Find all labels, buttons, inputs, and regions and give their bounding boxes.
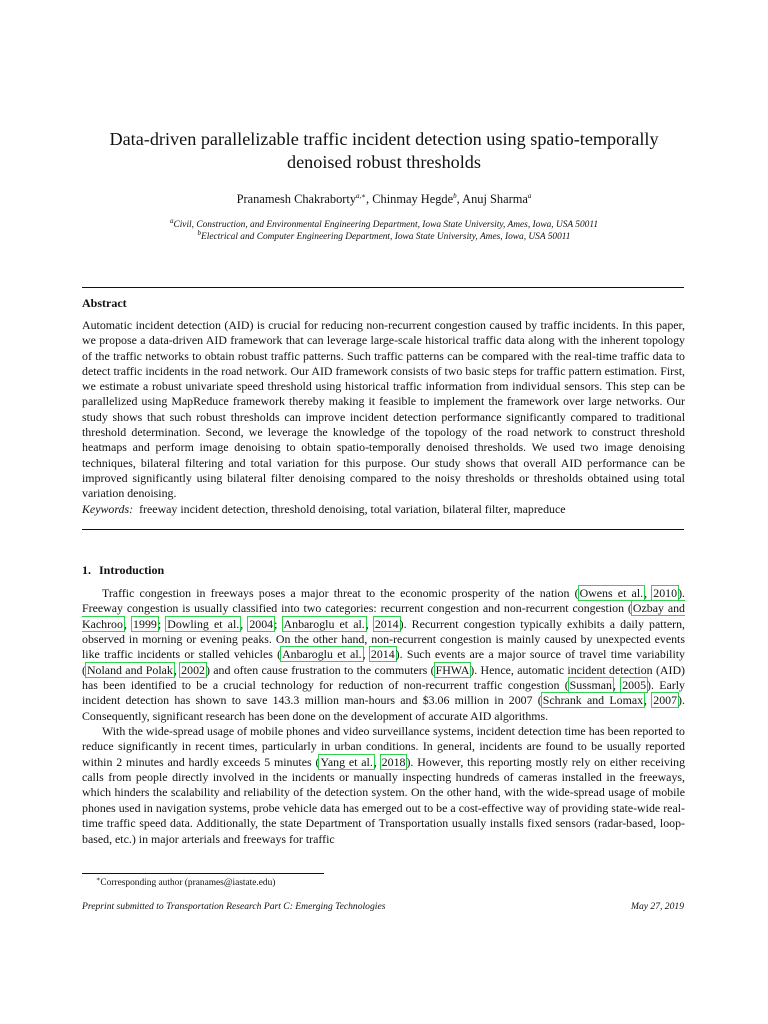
paragraph-text: ; — [274, 616, 283, 631]
footer-date: May 27, 2019 — [630, 901, 684, 912]
section-number: 1. — [82, 563, 91, 577]
footnote-mark: ∗ — [96, 875, 101, 883]
intro-paragraph — [82, 724, 685, 847]
paragraph-text: ) and often cause frustration to the commuters ( — [205, 662, 435, 677]
abstract-heading: Abstract — [82, 296, 127, 310]
author-list — [82, 191, 686, 207]
citation-link[interactable]: Dowling et al. — [167, 616, 240, 631]
paragraph-text: ). Freeway congestion is usually classified into two categories: recurrent congestion and non-recurrent congestion ( — [82, 586, 685, 616]
paragraph-text: , — [173, 662, 181, 677]
citation-link[interactable]: 2014 — [374, 616, 399, 631]
affiliation: $^b$Electrical and Computer Engineering Department, Iowa State University, Ames, Iowa, USA 50011 — [197, 228, 571, 242]
affiliations — [82, 216, 686, 243]
citation-link[interactable]: 1999 — [133, 616, 157, 631]
intro-paragraph — [82, 586, 685, 724]
paragraph-text: ). Recurrent congestion typically exhibits a daily pattern, observed in morning or evening peaks. On the other hand, non-recurrent congestion is mainly caused by unexpected events like traffic incidents or stalled vehicles ( — [82, 616, 686, 662]
paragraph-text: , — [644, 586, 653, 600]
citation-link[interactable]: 2014 — [370, 647, 395, 662]
citation-link[interactable]: Owens et al. — [579, 586, 644, 600]
paragraph-text: , — [123, 616, 133, 631]
citation-link[interactable]: Noland and Polak — [86, 662, 173, 677]
citation-link[interactable]: Sussman — [569, 678, 612, 693]
title-line-2: denoised robust thresholds — [287, 152, 481, 172]
paragraph-text: ; — [157, 616, 167, 631]
keywords — [82, 502, 685, 517]
paragraph-text: , — [373, 754, 381, 769]
keywords-label: Keywords: — [82, 502, 134, 516]
citation-link[interactable]: FHWA — [435, 662, 470, 677]
affiliation: $^a$Civil, Construction, and Environmental Engineering Department, Iowa State University, Ames, Iowa, USA 50011 — [169, 216, 599, 230]
paragraph-text: , — [612, 678, 622, 693]
citation-link[interactable]: Ozbay and Kachroo — [82, 601, 685, 631]
citation-link[interactable]: 2018 — [381, 754, 406, 769]
citation-link[interactable]: 2010 — [653, 586, 678, 600]
section-heading — [82, 563, 164, 578]
citation-link[interactable]: 2004 — [249, 616, 274, 631]
citation-link[interactable]: Anbaroglu et al. — [283, 616, 365, 631]
paragraph-text: , — [644, 693, 653, 708]
citation-link[interactable]: 2002 — [181, 662, 205, 677]
paragraph-text: ). Early incident detection has shown to save 143.3 million man-hours and $3.06 million in 2007 ( — [82, 678, 685, 708]
title-line-1: Data-driven parallelizable traffic incident detection using spatio-temporally — [109, 129, 659, 149]
paragraph-text: ). Hence, automatic incident detection (AID) has been identified to be a crucial technology for reduction of non-recurrent traffic congestion ( — [82, 662, 685, 693]
paragraph-text: , — [362, 647, 370, 662]
footnote-rule — [82, 873, 324, 874]
paragraph-text: ). However, this reporting mostly rely on either receiving calls from people directly involved in the incidents or manually inspecting hundreds of cameras installed in the freeways, which hinders the scalability and reliability of the detection system. On the other hand, with the wide-spread usage of mobile phones used in navigation systems, probe vehicle data has emerged out to be a cost-effective way of providing state-wide real-time traffic speed data. Additionally, the state Department of Transportation usually installs fixed sensors (radar-based, loop-based, etc.) in major arterials and freeways for traffic — [82, 754, 686, 846]
section-title: Introduction — [99, 563, 165, 577]
paper-title — [82, 128, 686, 174]
paragraph-text: , — [365, 616, 374, 631]
keywords-list: freeway incident detection, threshold denoising, total variation, bilateral filter, mapreduce — [139, 502, 566, 516]
paragraph-text: Traffic congestion in freeways poses a major threat to the economic prosperity of the nation ( — [102, 586, 579, 600]
abstract-top-rule — [82, 287, 684, 288]
abstract-bottom-rule — [82, 529, 684, 530]
footnote: ∗Corresponding author (pranames@iastate.edu) — [96, 875, 276, 888]
abstract-text: Automatic incident detection (AID) is crucial for reducing non-recurrent congestion caused by traffic incidents. In this paper, we propose a data-driven AID framework that can leverage large-scale historical traffic data along with the inherent topology of the traffic networks to obtain robust traffic patterns. Such traffic patterns can be compared with the real-time traffic data to detect traffic incidents in the road network. Our AID framework consists of two basic steps for traffic pattern estimation. First, we estimate a robust univariate speed threshold using historical traffic information from individual sensors. This step can be parallelized using MapReduce framework thereby making it feasible to implement the framework over large networks. Our study shows that such robust thresholds can improve incident detection performance significantly compared to traditional threshold determination. Second, we leverage the knowledge of the topology of the road network to construct threshold heatmaps and perform image denoising to obtain spatio-temporally denoised thresholds. We used two image denoising techniques, bilateral filtering and total variation for this purpose. Our study shows that overall AID performance can be improved significantly using bilateral filter denoising compared to the noisy thresholds or thresholds obtained using total variation denoising. — [82, 318, 685, 501]
paragraph-text: ). Consequently, significant research has been done on the development of accurate AID algorithms. — [82, 693, 685, 723]
citation-link[interactable]: 2005 — [622, 678, 647, 693]
paragraph-text: ). Such events are a major source of travel time variability ( — [82, 647, 685, 677]
citation-link[interactable]: Yang et al. — [320, 754, 373, 769]
author: Anuj Sharma$^a$ — [462, 191, 532, 206]
paragraph-text: , — [240, 616, 249, 631]
citation-link[interactable]: Anbaroglu et al. — [282, 647, 362, 662]
footer-preprint-note: Preprint submitted to Transportation Research Part C: Emerging Technologies — [82, 901, 386, 912]
citation-link[interactable]: 2007 — [653, 693, 678, 708]
citation-link[interactable]: Schrank and Lomax — [542, 693, 644, 708]
author: Pranamesh Chakraborty$^{a,∗}$, — [236, 191, 373, 206]
paragraph-text: With the wide-spread usage of mobile phones and video surveillance systems, incident detection time has been reported to reduce significantly in recent times, particularly in urban conditions. In general, incidents are found to be usually reported within 2 minutes and hardly exceeds 5 minutes ( — [82, 724, 685, 769]
introduction-body — [82, 586, 685, 847]
author: Chinmay Hegde$^b$, — [372, 191, 463, 206]
